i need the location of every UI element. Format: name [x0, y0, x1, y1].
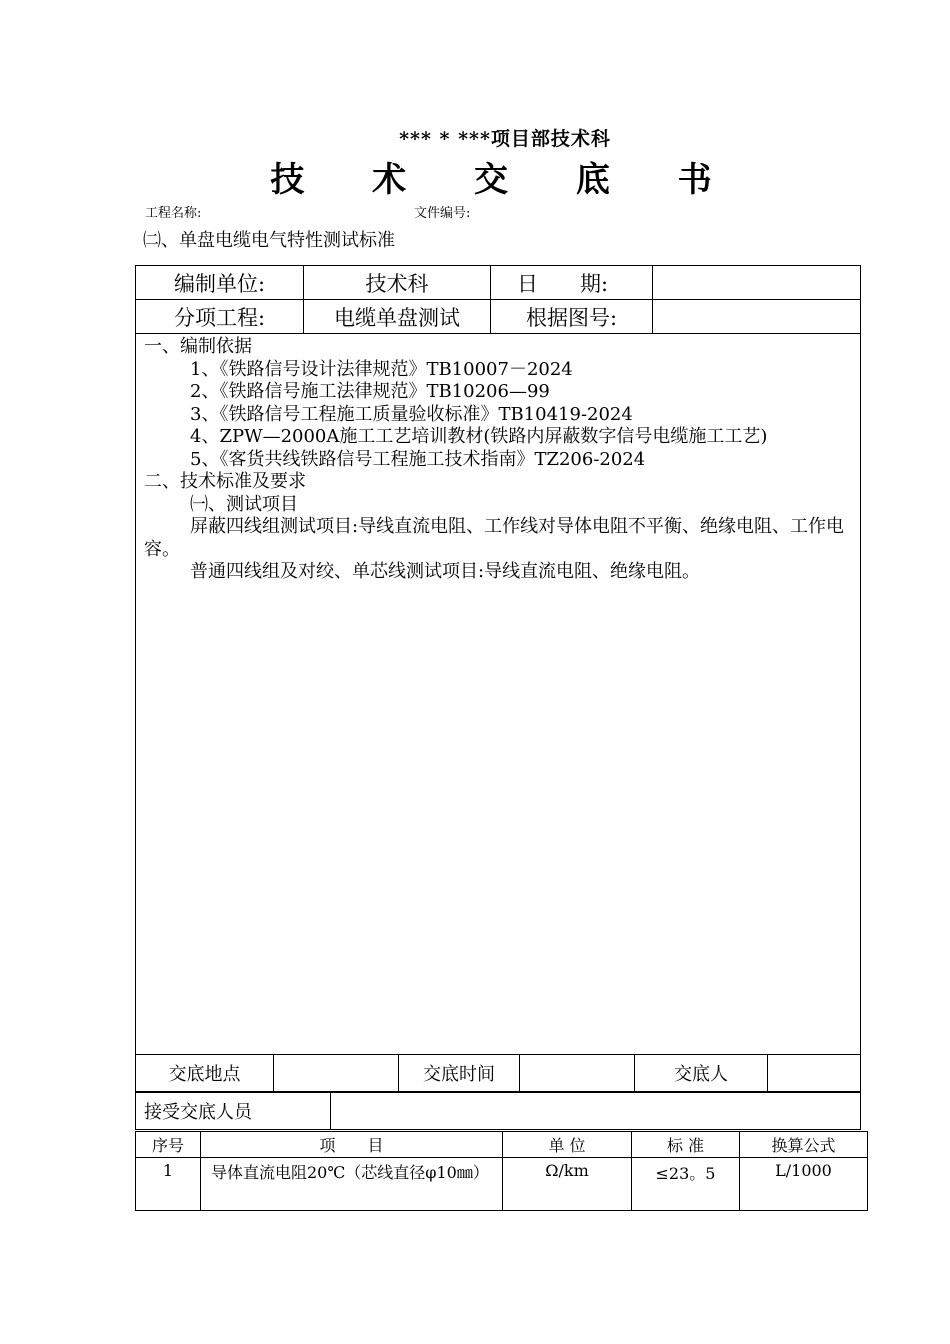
header-row-1: [136, 266, 861, 300]
main-form-table: [135, 265, 861, 1055]
content-line: 二、技术标准及要求: [144, 471, 306, 492]
unit-value: 技术科: [304, 266, 491, 300]
file-number-label: 文件编号:: [414, 206, 471, 221]
content-line: ㈠、测试项目: [190, 493, 298, 515]
place-label: 交底地点: [136, 1055, 274, 1092]
handover-table: [135, 1054, 861, 1092]
row-formula: L/1000: [740, 1158, 868, 1211]
table-row: [136, 1158, 868, 1211]
org-title: *** * ***项目部技术科: [399, 128, 611, 150]
time-value: [520, 1055, 635, 1092]
content-line: 2、《铁路信号施工法律规范》TB10206—99: [190, 381, 550, 402]
row-item: 导体直流电阻20℃（芯线直径φ10㎜）: [201, 1158, 503, 1211]
receiver-table: [135, 1092, 861, 1130]
drawing-number-label: 根据图号:: [491, 300, 653, 334]
date-label: 日 期:: [491, 266, 653, 300]
content-line: 3、《铁路信号工程施工质量验收标准》TB10419-2024: [190, 403, 633, 425]
unit-label: 编制单位:: [136, 266, 304, 300]
person-value: [768, 1055, 861, 1092]
col-formula-header: 换算公式: [740, 1132, 868, 1158]
content-line: 4、ZPW—2000A施工工艺培训教材(铁路内屏蔽数字信号电缆施工工艺): [190, 426, 768, 447]
time-label: 交底时间: [399, 1055, 520, 1092]
person-label: 交底人: [635, 1055, 768, 1092]
receiver-value: [331, 1093, 861, 1130]
row-standard: ≤23。5: [632, 1158, 740, 1211]
row-unit: Ω/km: [503, 1158, 632, 1211]
drawing-number-value: [653, 300, 861, 334]
content-line: 普通四线组及对绞、单芯线测试项目:导线直流电阻、绝缘电阻。: [190, 561, 701, 582]
content-line: 屏蔽四线组测试项目:导线直流电阻、工作线对导体电阻不平衡、绝缘电阻、工作电容。: [144, 516, 845, 560]
col-no-header: 序号: [136, 1132, 201, 1158]
place-value: [274, 1055, 399, 1092]
content-cell: [136, 334, 861, 1055]
col-standard-header: 标 准: [632, 1132, 740, 1158]
content-line: 1、《铁路信号设计法律规范》TB10007－2024: [190, 358, 573, 380]
col-item-header: 项 目: [201, 1132, 503, 1158]
sub-project-value: 电缆单盘测试: [304, 300, 491, 334]
row-no: 1: [136, 1158, 201, 1211]
section-title: ㈡、单盘电缆电气特性测试标准: [143, 230, 395, 251]
date-value: [653, 266, 861, 300]
col-unit-header: 单 位: [503, 1132, 632, 1158]
spec-header-row: [136, 1132, 868, 1158]
project-name-label: 工程名称:: [145, 206, 202, 221]
receiver-label: 接受交底人员: [136, 1093, 331, 1130]
sub-project-label: 分项工程:: [136, 300, 304, 334]
content-line: 一、编制依据: [144, 336, 252, 357]
document-title: 技 术 交 底 书: [270, 160, 740, 200]
handover-row: [136, 1055, 861, 1092]
content-row: [136, 334, 861, 1055]
content-line: 5、《客货共线铁路信号工程施工技术指南》TZ206-2024: [190, 448, 646, 470]
spec-table: [135, 1131, 868, 1211]
receiver-row: [136, 1093, 861, 1130]
header-row-2: [136, 300, 861, 334]
